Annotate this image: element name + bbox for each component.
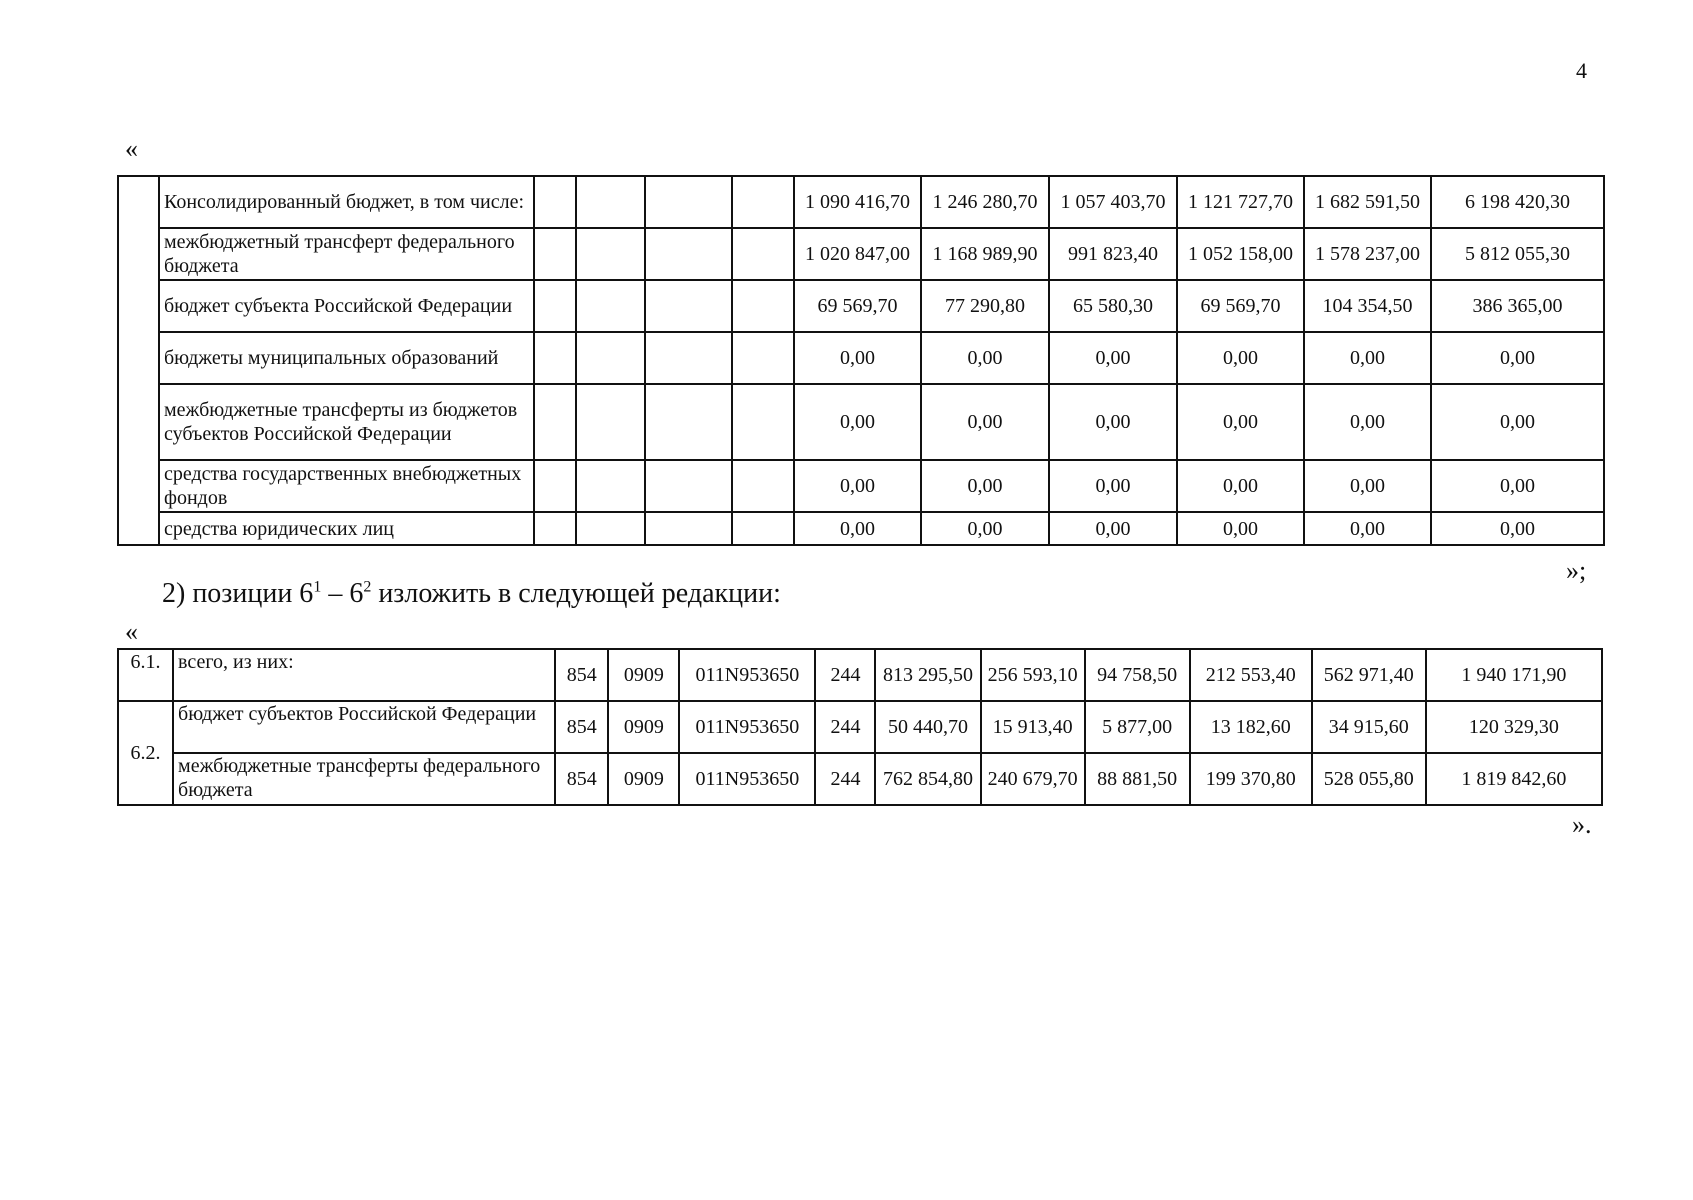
- code-cell: 854: [555, 649, 608, 701]
- code-cell: 854: [555, 753, 608, 805]
- row-label: бюджеты муниципальных образований: [159, 332, 534, 384]
- value-cell: 1 940 171,90: [1426, 649, 1602, 701]
- table-row: [118, 384, 1604, 460]
- intro-suffix: изложить в следующей редакции:: [371, 578, 781, 609]
- value-cell: 13 182,60: [1190, 701, 1312, 753]
- value-cell: 1 090 416,70: [794, 176, 921, 228]
- value-cell: 1 121 727,70: [1177, 176, 1304, 228]
- table-row: [118, 753, 1602, 805]
- value-cell: 199 370,80: [1190, 753, 1312, 805]
- empty-cell: [645, 332, 732, 384]
- empty-cell: [576, 332, 645, 384]
- value-cell: 65 580,30: [1049, 280, 1177, 332]
- row-label: Консолидированный бюджет, в том числе:: [159, 176, 534, 228]
- table-row: [118, 176, 1604, 228]
- empty-cell: [645, 384, 732, 460]
- empty-cell: [534, 460, 576, 512]
- budget-table: [117, 175, 1605, 546]
- value-cell: 0,00: [1431, 512, 1604, 545]
- value-cell: 0,00: [1304, 460, 1431, 512]
- value-cell: 0,00: [1049, 332, 1177, 384]
- empty-cell: [732, 280, 794, 332]
- position-number: 6.2.: [118, 701, 173, 805]
- row-label: бюджет субъектов Российской Федерации: [173, 701, 555, 753]
- value-cell: 1 020 847,00: [794, 228, 921, 280]
- closing-quote: »;: [1566, 556, 1587, 585]
- empty-cell: [732, 512, 794, 545]
- empty-cell: [576, 460, 645, 512]
- row-label: бюджет субъекта Российской Федерации: [159, 280, 534, 332]
- code-cell: 244: [815, 649, 875, 701]
- intro-text: [162, 578, 781, 610]
- empty-cell: [732, 228, 794, 280]
- table-row: [118, 228, 1604, 280]
- intro-middle: – 6: [321, 578, 364, 609]
- table-row: [118, 332, 1604, 384]
- code-cell: 0909: [608, 649, 679, 701]
- value-cell: 1 057 403,70: [1049, 176, 1177, 228]
- intro-sup-1: 1: [313, 578, 322, 596]
- value-cell: 0,00: [1177, 512, 1304, 545]
- opening-quote-2: «: [125, 617, 138, 646]
- value-cell: 104 354,50: [1304, 280, 1431, 332]
- value-cell: 0,00: [794, 332, 921, 384]
- value-cell: 94 758,50: [1085, 649, 1190, 701]
- code-cell: 011N953650: [679, 701, 815, 753]
- value-cell: 69 569,70: [1177, 280, 1304, 332]
- empty-cell: [576, 512, 645, 545]
- empty-cell: [732, 384, 794, 460]
- value-cell: 240 679,70: [981, 753, 1085, 805]
- value-cell: 0,00: [1177, 332, 1304, 384]
- value-cell: 0,00: [794, 512, 921, 545]
- value-cell: 1 682 591,50: [1304, 176, 1431, 228]
- row-label: межбюджетный трансферт федерального бюджета: [159, 228, 534, 280]
- empty-cell: [645, 176, 732, 228]
- empty-cell: [534, 332, 576, 384]
- intro-sup-2: 2: [363, 578, 372, 596]
- closing-quote-2: ».: [1572, 810, 1592, 839]
- empty-cell: [645, 460, 732, 512]
- code-cell: 244: [815, 701, 875, 753]
- value-cell: 562 971,40: [1312, 649, 1426, 701]
- position-number: 6.1.: [118, 649, 173, 701]
- code-cell: 0909: [608, 701, 679, 753]
- table-row: [118, 280, 1604, 332]
- value-cell: 1 578 237,00: [1304, 228, 1431, 280]
- value-cell: 762 854,80: [875, 753, 980, 805]
- value-cell: 0,00: [1304, 384, 1431, 460]
- value-cell: 0,00: [794, 460, 921, 512]
- empty-cell: [534, 512, 576, 545]
- value-cell: 1 819 842,60: [1426, 753, 1602, 805]
- empty-cell: [534, 228, 576, 280]
- row-label: всего, из них:: [173, 649, 555, 701]
- value-cell: 0,00: [1431, 384, 1604, 460]
- value-cell: 0,00: [1304, 512, 1431, 545]
- empty-cell: [576, 280, 645, 332]
- value-cell: 5 812 055,30: [1431, 228, 1604, 280]
- empty-cell: [576, 176, 645, 228]
- code-cell: 011N953650: [679, 753, 815, 805]
- empty-cell: [732, 332, 794, 384]
- value-cell: 386 365,00: [1431, 280, 1604, 332]
- value-cell: 0,00: [1431, 332, 1604, 384]
- table-row: [118, 460, 1604, 512]
- value-cell: 0,00: [1049, 512, 1177, 545]
- value-cell: 0,00: [794, 384, 921, 460]
- blank-cell: [118, 176, 159, 545]
- value-cell: 0,00: [921, 332, 1049, 384]
- code-cell: 0909: [608, 753, 679, 805]
- empty-cell: [645, 228, 732, 280]
- empty-cell: [732, 460, 794, 512]
- value-cell: 0,00: [1049, 384, 1177, 460]
- value-cell: 0,00: [921, 384, 1049, 460]
- value-cell: 1 168 989,90: [921, 228, 1049, 280]
- opening-quote: «: [125, 134, 138, 163]
- value-cell: 0,00: [1049, 460, 1177, 512]
- value-cell: 6 198 420,30: [1431, 176, 1604, 228]
- value-cell: 15 913,40: [981, 701, 1085, 753]
- value-cell: 34 915,60: [1312, 701, 1426, 753]
- value-cell: 0,00: [1304, 332, 1431, 384]
- table-row: [118, 649, 1602, 701]
- empty-cell: [534, 384, 576, 460]
- row-label: средства юридических лиц: [159, 512, 534, 545]
- value-cell: 0,00: [1177, 460, 1304, 512]
- empty-cell: [534, 280, 576, 332]
- table-row: [118, 512, 1604, 545]
- row-label: средства государственных внебюджетных фондов: [159, 460, 534, 512]
- value-cell: 1 052 158,00: [1177, 228, 1304, 280]
- empty-cell: [732, 176, 794, 228]
- value-cell: 212 553,40: [1190, 649, 1312, 701]
- empty-cell: [645, 512, 732, 545]
- value-cell: 69 569,70: [794, 280, 921, 332]
- code-cell: 854: [555, 701, 608, 753]
- table-row: [118, 701, 1602, 753]
- row-label: межбюджетные трансферты из бюджетов субъектов Российской Федерации: [159, 384, 534, 460]
- value-cell: 813 295,50: [875, 649, 980, 701]
- row-label: межбюджетные трансферты федерального бюджета: [173, 753, 555, 805]
- value-cell: 77 290,80: [921, 280, 1049, 332]
- value-cell: 991 823,40: [1049, 228, 1177, 280]
- value-cell: 1 246 280,70: [921, 176, 1049, 228]
- empty-cell: [576, 384, 645, 460]
- empty-cell: [576, 228, 645, 280]
- positions-table: [117, 648, 1603, 806]
- code-cell: 011N953650: [679, 649, 815, 701]
- value-cell: 88 881,50: [1085, 753, 1190, 805]
- code-cell: 244: [815, 753, 875, 805]
- value-cell: 5 877,00: [1085, 701, 1190, 753]
- value-cell: 0,00: [1431, 460, 1604, 512]
- intro-prefix: 2) позиции 6: [162, 578, 314, 609]
- value-cell: 0,00: [921, 512, 1049, 545]
- value-cell: 528 055,80: [1312, 753, 1426, 805]
- page-number: 4: [1576, 58, 1587, 83]
- value-cell: 0,00: [1177, 384, 1304, 460]
- empty-cell: [534, 176, 576, 228]
- value-cell: 0,00: [921, 460, 1049, 512]
- value-cell: 120 329,30: [1426, 701, 1602, 753]
- value-cell: 50 440,70: [875, 701, 980, 753]
- value-cell: 256 593,10: [981, 649, 1085, 701]
- empty-cell: [645, 280, 732, 332]
